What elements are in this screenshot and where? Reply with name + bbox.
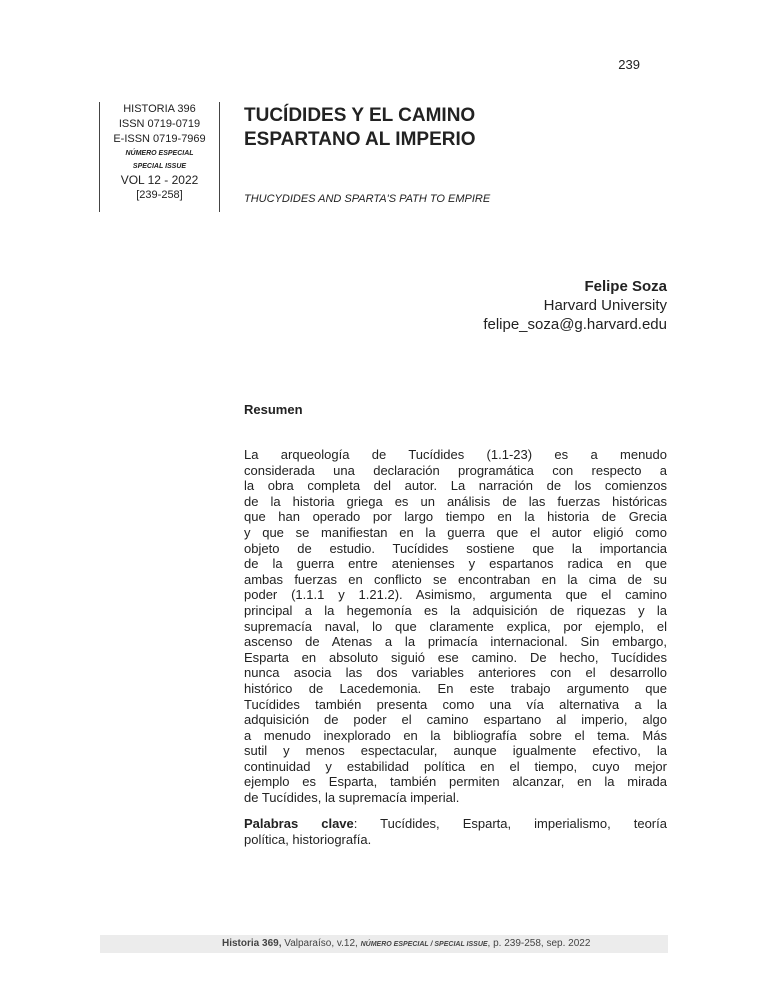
footer-pages: , p. 239-258, sep. 2022 [487, 938, 591, 949]
abstract-line: nunca asocia las dos variables anteriores con el desarrollo [244, 665, 667, 681]
abstract-line: principal a la hegemonía es la adquisición de riquezas y la [244, 602, 667, 618]
numero-especial: NÚMERO ESPECIAL [125, 150, 194, 157]
journal-sidebar [99, 102, 220, 212]
abstract-line: ejemplo es Esparta, también permiten alcanzar, en la mirada [244, 774, 667, 790]
keywords-text-2: política, historiografía. [244, 831, 372, 847]
special-issue: SPECIAL ISSUE [132, 163, 187, 170]
keywords [244, 816, 667, 847]
title-line: ESPARTANO AL IMPERIO [244, 129, 476, 150]
abstract-line: la obra completa del autor. La narración de los comienzos [244, 478, 667, 494]
abstract-line: de Tucídides, la supremacía imperial. [244, 790, 460, 806]
abstract-line: continuidad y estabilidad política en el tiempo, cuyo mejor [244, 758, 667, 774]
abstract-line: ambas fuerzas en conflicto se encontraban en la cima de su [244, 571, 667, 587]
article-subtitle: THUCYDIDES AND SPARTA'S PATH TO EMPIRE [244, 193, 491, 205]
abstract-line: que han operado por largo tiempo en la historia de Grecia [244, 509, 667, 525]
title-line: TUCÍDIDES Y EL CAMINO [244, 105, 476, 126]
abstract-text [244, 447, 667, 806]
abstract-line: de la guerra entre atenienses y espartanos radica en que [244, 556, 667, 572]
page-range: [239-258] [136, 189, 183, 201]
abstract-line: y que se manifiestan en la guerra que el autor eligió como [244, 524, 667, 540]
article-title [244, 104, 476, 152]
page-number: 239 [618, 57, 640, 72]
abstract-heading: Resumen [244, 402, 303, 417]
abstract-line: objeto de estudio. Tucídides sostiene que la importancia [244, 540, 667, 556]
keywords-label: Palabras clave [244, 816, 354, 831]
footer-special: NÚMERO ESPECIAL / SPECIAL ISSUE [360, 941, 488, 948]
abstract-line: adquisición de poder el camino espartano al imperio, algo [244, 712, 667, 728]
footer-journal: Historia 369, [222, 938, 282, 949]
abstract-line: ascenso de Atenas a la primacía internacional. Sin embargo, [244, 634, 667, 650]
abstract-line: sutil y menos espectacular, aunque igualmente efectivo, la [244, 743, 667, 759]
author-affiliation: Harvard University [543, 297, 667, 314]
keywords-text: : Tucídides, Esparta, imperialismo, teoría [353, 816, 667, 831]
journal-name: HISTORIA 396 [123, 103, 196, 115]
abstract-line: de la historia griega es un análisis de las fuerzas históricas [244, 493, 667, 509]
page-footer [100, 935, 668, 953]
abstract-line: Esparta en absoluto siguió ese camino. De hecho, Tucídides [244, 649, 667, 665]
eissn: E-ISSN 0719-7969 [113, 133, 206, 145]
abstract-line: histórico de Lacedemonia. En este trabajo argumento que [244, 680, 667, 696]
issn: ISSN 0719-0719 [118, 118, 201, 130]
volume: VOL 12 - 2022 [120, 173, 199, 187]
author-email[interactable]: felipe_soza@g.harvard.edu [483, 316, 667, 333]
abstract-line: a menudo inexplorado en la bibliografía sobre el tema. Más [244, 727, 667, 743]
footer-place: Valparaíso, v.12, [281, 938, 361, 949]
author-block [483, 277, 667, 334]
author-name: Felipe Soza [584, 278, 667, 295]
abstract-line: poder (1.1.1 y 1.21.2). Asimismo, argumenta que el camino [244, 587, 667, 603]
abstract-line: Tucídides también presenta como una vía alternativa a la [244, 696, 667, 712]
abstract-line: La arqueología de Tucídides (1.1-23) es a menudo [244, 447, 667, 462]
abstract-line: supremacía naval, lo que claramente explica, por ejemplo, el [244, 618, 667, 634]
abstract-line: considerada una declaración programática con respecto a [244, 462, 667, 478]
